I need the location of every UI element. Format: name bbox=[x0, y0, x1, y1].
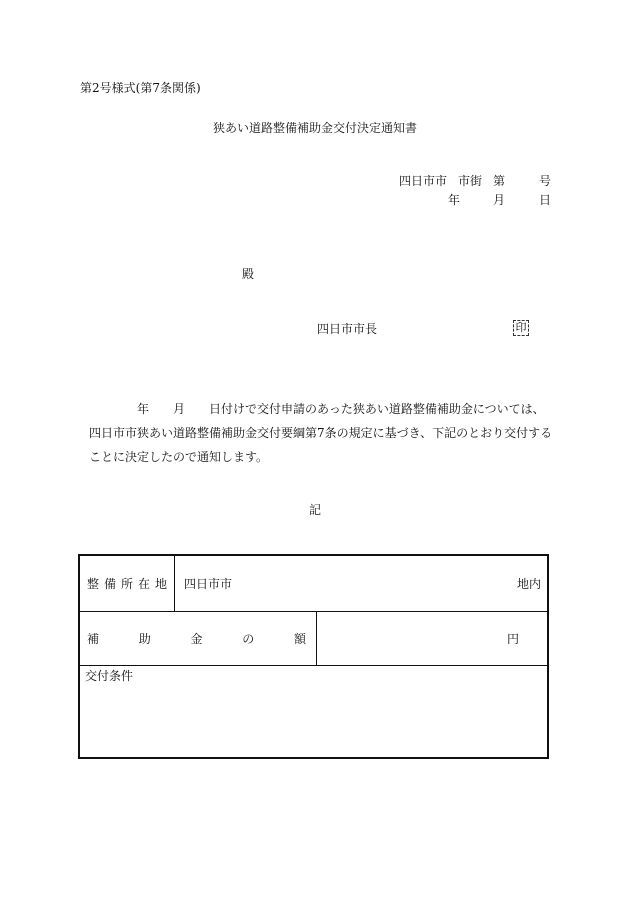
body-line-2: 四日市市狭あい道路整備補助金交付要綱第7条の規定に基づき、下記のとおり交付する bbox=[89, 426, 553, 440]
amount-unit: 円 bbox=[506, 632, 519, 646]
location-value: 四日市市 bbox=[184, 577, 233, 591]
body-line-1 bbox=[89, 397, 551, 421]
label-char: 助 bbox=[138, 632, 151, 646]
form-number: 第2号様式(第7条関係) bbox=[80, 81, 201, 95]
conditions-row bbox=[80, 666, 547, 757]
sender-title: 四日市市長 bbox=[317, 322, 378, 336]
label-char: 在 bbox=[137, 577, 150, 591]
label-char: の bbox=[242, 632, 255, 646]
location-label bbox=[87, 576, 167, 592]
amount-row bbox=[80, 612, 547, 666]
label-char: 補 bbox=[87, 632, 100, 646]
ref-office: 四日市市 bbox=[399, 174, 448, 188]
date-month: 月 bbox=[493, 193, 506, 207]
body-line-3: ことに決定したので通知します。 bbox=[89, 450, 269, 464]
amount-label bbox=[87, 631, 306, 647]
body-month: 月 bbox=[173, 402, 186, 416]
body-line-1-rest: 日付けで交付申請のあった狭あい道路整備補助金については、 bbox=[209, 402, 545, 416]
location-suffix: 地内 bbox=[516, 577, 541, 591]
label-char: 所 bbox=[120, 577, 133, 591]
details-table bbox=[78, 554, 549, 759]
body-year: 年 bbox=[137, 402, 150, 416]
label-char: 金 bbox=[190, 632, 203, 646]
ref-dai: 第 bbox=[493, 174, 506, 188]
label-char: 額 bbox=[293, 632, 306, 646]
location-row bbox=[80, 556, 547, 612]
conditions-label: 交付条件 bbox=[85, 669, 134, 683]
ref-go: 号 bbox=[539, 174, 552, 188]
label-char: 地 bbox=[154, 577, 167, 591]
date-year: 年 bbox=[448, 193, 461, 207]
document-title: 狭あい道路整備補助金交付決定通知書 bbox=[212, 121, 417, 135]
label-char: 整 bbox=[87, 577, 100, 591]
date-day: 日 bbox=[539, 193, 552, 207]
ref-dept: 市街 bbox=[458, 174, 483, 188]
seal-mark: 印 bbox=[513, 320, 529, 336]
label-char: 備 bbox=[103, 577, 116, 591]
body-paragraph bbox=[89, 397, 551, 469]
addressee-honorific: 殿 bbox=[242, 267, 255, 281]
ki-heading: 記 bbox=[308, 503, 321, 517]
